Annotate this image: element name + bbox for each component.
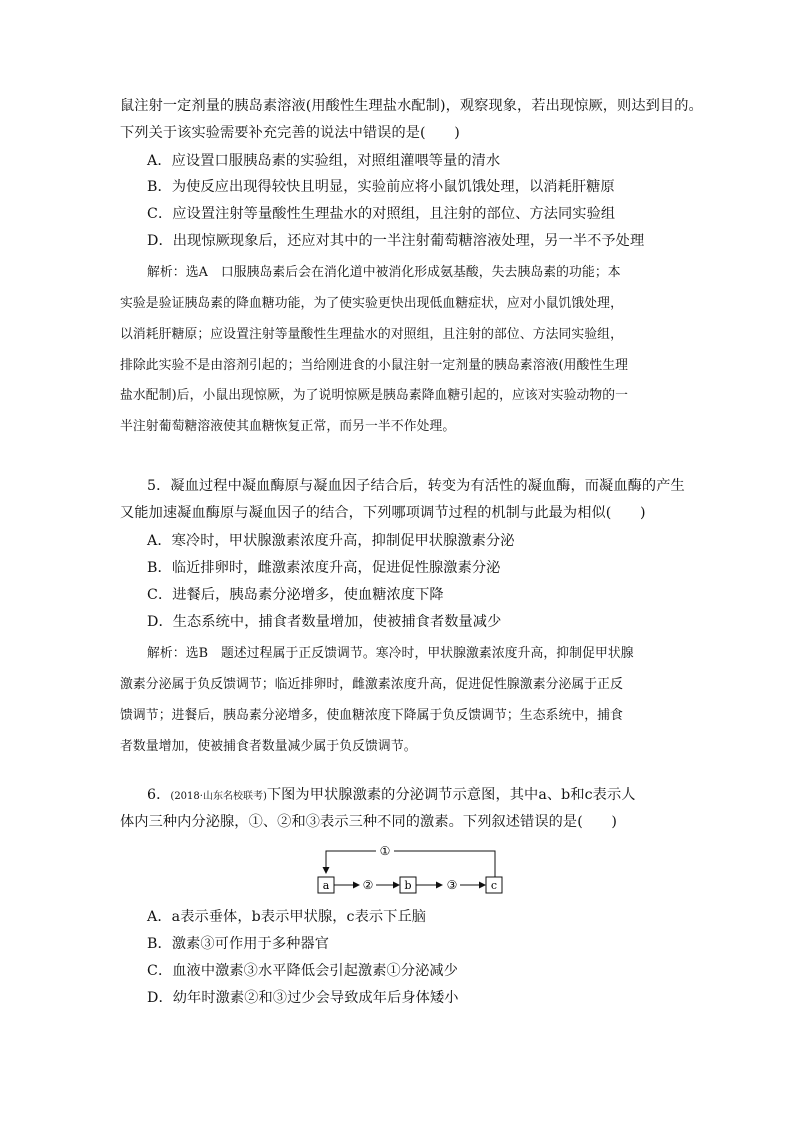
q4-explanation-line-6: 半注射葡萄糖溶液使其血糖恢复正常，而另一半不作处理。 (120, 419, 456, 434)
q6-option-d[interactable]: D．幼年时激素②和③过少会导致成年后身体矮小 (147, 990, 459, 1006)
q5-option-a[interactable]: A．寒冷时，甲状腺激素浓度升高，抑制促甲状腺激素分泌 (147, 533, 515, 549)
q6-number: 6． (147, 787, 171, 803)
q5-explanation-line-3: 馈调节；进餐后，胰岛素分泌增多，使血糖浓度下降属于负反馈调节；生态系统中，捕食 (120, 708, 623, 723)
q6-option-c[interactable]: C．血液中激素③水平降低会引起激素①分泌减少 (147, 963, 458, 979)
feedback-line-right (394, 851, 495, 877)
q4-line-2: 下列关于该实验需要补充完善的说法中错误的是( ) (120, 125, 460, 141)
q4-option-b[interactable]: B．为使反应出现得较快且明显，实验前应将小鼠饥饿处理，以消耗肝糖原 (147, 179, 615, 195)
q6-option-b[interactable]: B．激素③可作用于多种器官 (147, 936, 329, 952)
q5-explanation-line-4: 者数量增加，使被捕食者数量减少属于负反馈调节。 (120, 739, 417, 754)
q6-option-a[interactable]: A．a表示垂体，b表示甲状腺，c表示下丘脑 (147, 909, 427, 925)
q5-option-b[interactable]: B．临近排卵时，雌激素浓度升高，促进促性腺激素分泌 (147, 560, 501, 576)
feedback-arrow-to-a (326, 851, 376, 873)
q4-explanation-line-5: 盐水配制)后，小鼠出现惊厥，为了说明惊厥是胰岛素降血糖引起的，应该对实验动物的一 (120, 388, 629, 403)
q4-option-c[interactable]: C．应设置注射等量酸性生理盐水的对照组，且注射的部位、方法同实验组 (147, 206, 616, 222)
q4-option-d[interactable]: D．出现惊厥现象后，还应对其中的一半注射葡萄糖溶液处理，另一半不予处理 (147, 233, 645, 249)
q4-line-1: 鼠注射一定剂量的胰岛素溶液(用酸性生理盐水配制)，观察现象，若出现惊厥，则达到目的。 (120, 98, 703, 114)
q4-option-a[interactable]: A．应设置口服胰岛素的实验组，对照组灌喂等量的清水 (147, 153, 501, 169)
gland-b-label: b (404, 879, 412, 892)
hormone-3-label: ③ (446, 878, 458, 892)
q4-explanation-line-1: 解析：选A 口服胰岛素后会在消化道中被消化形成氨基酸，失去胰岛素的功能；本 (147, 265, 621, 280)
q5-option-d[interactable]: D．生态系统中，捕食者数量增加，使被捕食者数量减少 (147, 614, 502, 630)
hormone-2-label: ② (362, 878, 374, 892)
q5-explanation-line-1: 解析：选B 题述过程属于正反馈调节。寒冷时，甲状腺激素浓度升高，抑制促甲状腺 (147, 646, 634, 661)
q5-line-1: 5．凝血过程中凝血酶原与凝血因子结合后，转变为有活性的凝血酶，而凝血酶的产生 (147, 478, 685, 494)
q4-explanation-line-2: 实验是验证胰岛素的降血糖功能，为了使实验更快出现低血糖症状，应对小鼠饥饿处理， (120, 296, 623, 311)
q5-line-2: 又能加速凝血酶原与凝血因子的结合，下列哪项调节过程的机制与此最为相似( ) (120, 505, 646, 521)
q4-explanation-line-4: 排除此实验不是由溶剂引起的；当给刚进食的小鼠注射一定剂量的胰岛素溶液(用酸性生理 (120, 358, 629, 373)
hormone-regulation-diagram (310, 840, 510, 900)
hormone-1-label: ① (379, 844, 391, 858)
q5-option-c[interactable]: C．进餐后，胰岛素分泌增多，使血糖浓度下降 (147, 587, 444, 603)
q4-explanation-line-3: 以消耗肝糖原；应设置注射等量酸性生理盐水的对照组，且注射的部位、方法同实验组， (120, 327, 623, 342)
q6-line-2: 体内三种内分泌腺，①、②和③表示三种不同的激素。下列叙述错误的是( ) (120, 814, 618, 830)
q6-line-1 (147, 785, 636, 807)
gland-c-label: c (490, 879, 498, 892)
q6-line-1-text: 下图为甲状腺激素的分泌调节示意图，其中a、b和c表示人 (266, 787, 636, 803)
q5-explanation-line-2: 激素分泌属于负反馈调节；临近排卵时，雌激素浓度升高，促进促性腺激素分泌属于正反 (120, 677, 623, 692)
gland-a-label: a (322, 879, 330, 892)
q6-source: (2018·山东名校联考) (170, 791, 267, 802)
